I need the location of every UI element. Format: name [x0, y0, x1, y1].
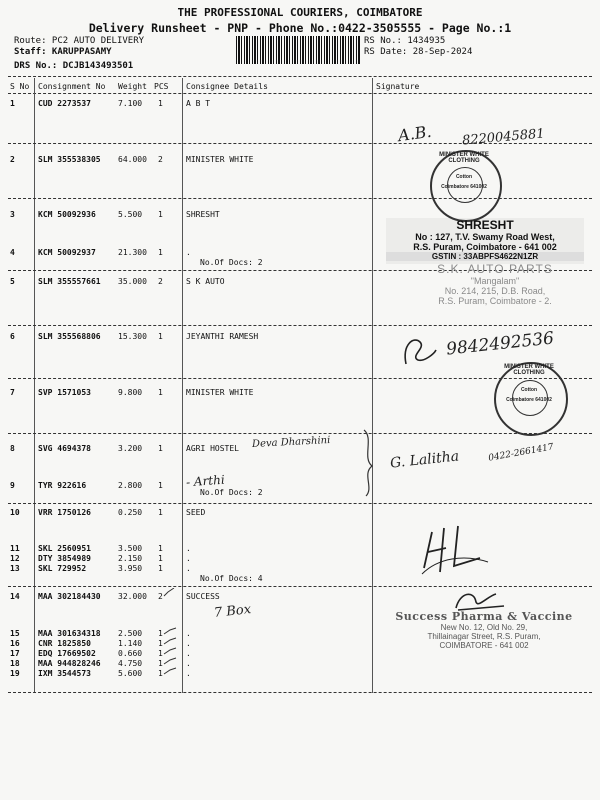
row-pcs: 1 [158, 649, 163, 658]
row-consignment: CNR 1825850 [38, 639, 91, 648]
row-weight: 0.250 [118, 508, 143, 517]
column-line [372, 78, 373, 693]
divider [8, 76, 592, 77]
row-pcs: 1 [158, 564, 163, 573]
stamp-address: R.S. Puram, Coimbatore - 2. [438, 296, 552, 306]
row-weight: 15.300 [118, 332, 147, 341]
row-sno: 7 [10, 388, 15, 397]
stamp-text: Cotton [455, 174, 473, 180]
handwritten-phone: 9842492536 [445, 328, 555, 360]
row-consignment: SLM 355568806 [38, 332, 101, 341]
row-pcs: 1 [158, 481, 163, 490]
column-line [182, 78, 183, 693]
stamp-address: "Mangalam" [470, 276, 520, 286]
stamp-text: MINISTER WHITE CLOTHING [504, 364, 554, 376]
row-sno: 2 [10, 155, 15, 164]
row-weight: 4.750 [118, 659, 143, 668]
row-pcs: 1 [158, 99, 163, 108]
row-consignment: SLM 355538305 [38, 155, 101, 164]
col-header-consignment: Consignment No [38, 82, 106, 91]
row-consignment: SVG 4694378 [38, 444, 91, 453]
row-weight: 1.140 [118, 639, 143, 648]
row-divider [8, 692, 592, 693]
row-weight: 7.100 [118, 99, 143, 108]
row-weight: 64.000 [118, 155, 147, 164]
handwritten-box-count: 7 Box [213, 602, 252, 621]
tick-marks [162, 588, 178, 678]
signature-jeyanthi [400, 334, 440, 368]
row-sno: 4 [10, 248, 15, 257]
row-consignment: KCM 50092937 [38, 248, 96, 257]
row-consignee: SHRESHT [186, 210, 220, 219]
row-consignee: . [186, 649, 191, 658]
row-consignment: SVP 1571053 [38, 388, 91, 397]
row-consignment: IXM 3544573 [38, 669, 91, 678]
row-sno: 16 [10, 639, 20, 648]
row-weight: 32.000 [118, 592, 147, 601]
row-consignee: AGRI HOSTEL [186, 444, 239, 453]
row-weight: 3.500 [118, 544, 143, 553]
row-pcs: 1 [158, 248, 163, 257]
row-sno: 18 [10, 659, 20, 668]
row-divider [8, 198, 592, 199]
row-sno: 11 [10, 544, 20, 553]
row-sno: 8 [10, 444, 15, 453]
col-header-weight: Weight [118, 82, 147, 91]
row-sno: 1 [10, 99, 15, 108]
row-weight: 2.800 [118, 481, 143, 490]
row-sno: 5 [10, 277, 15, 286]
row-consignment: SKL 729952 [38, 564, 87, 573]
row-consignee: A B T [186, 99, 211, 108]
row-consignment: MAA 944828246 [38, 659, 101, 668]
stamp-text: MINISTER WHITE CLOTHING [439, 152, 489, 164]
row-divider [8, 325, 592, 326]
row-sno: 17 [10, 649, 20, 658]
row-pcs: 1 [158, 388, 163, 397]
company-title: THE PROFESSIONAL COURIERS, COIMBATORE [177, 6, 423, 19]
row-weight: 5.600 [118, 669, 143, 678]
stamp-name: SHRESHT [456, 218, 514, 232]
row-pcs: 1 [158, 554, 163, 563]
row-sno: 15 [10, 629, 20, 638]
row-divider [8, 433, 592, 434]
row-weight: 3.200 [118, 444, 143, 453]
row-consignee: JEYANTHI RAMESH [186, 332, 259, 341]
stamp-address: Thillainagar Street, R.S. Puram, [427, 632, 541, 641]
rs-number: RS No.: 1434935 [364, 36, 446, 46]
stamp-address: No : 127, T.V. Swamy Road West, [415, 232, 555, 242]
stamp-name: Success Pharma & Vaccine [395, 610, 573, 623]
row-weight: 2.150 [118, 554, 143, 563]
row-consignment: MAA 302184430 [38, 592, 101, 601]
row-consignee: . [186, 629, 191, 638]
row-consignment: SKL 2560951 [38, 544, 91, 553]
handwritten-phone: 0422-2661417 [487, 442, 555, 464]
row-pcs: 2 [158, 277, 163, 286]
handwritten-phone: 8220045881 [461, 126, 546, 149]
col-header-pcs: PCS [154, 82, 169, 91]
stamp-text: Coimbatore 641002 [506, 397, 552, 403]
col-header-signature: Signature [376, 82, 420, 91]
row-consignee: . [186, 544, 191, 553]
row-pcs: 1 [158, 508, 163, 517]
row-consignee: MINISTER WHITE [186, 155, 254, 164]
signature-abt: A.B. [396, 121, 433, 146]
row-consignee: MINISTER WHITE [186, 388, 254, 397]
stamp-gstin: GSTIN : 33ABPFS4622N1ZR [386, 252, 584, 261]
stamp-address: COIMBATORE - 641 002 [439, 641, 529, 650]
row-consignee: . [186, 669, 191, 678]
row-sno: 13 [10, 564, 20, 573]
row-consignment: EDQ 17669502 [38, 649, 96, 658]
rs-date: RS Date: 28-Sep-2024 [364, 47, 473, 57]
signature-agri: G. Lalitha [389, 448, 460, 472]
stamp-text: Cotton [520, 387, 538, 393]
row-pcs: 1 [158, 659, 163, 668]
row-consignee: SUCCESS [186, 592, 220, 601]
row-weight: 35.000 [118, 277, 147, 286]
row-weight: 0.660 [118, 649, 143, 658]
signature-seed [418, 518, 498, 578]
shresht-stamp [386, 218, 584, 264]
stamp-address: No. 214, 215, D.B. Road, [444, 286, 546, 296]
drs-number: DRS No.: DCJB143493501 [14, 61, 134, 71]
row-pcs: 1 [158, 210, 163, 219]
row-sno: 14 [10, 592, 20, 601]
row-consignment: CUD 2273537 [38, 99, 91, 108]
row-consignee: . [186, 639, 191, 648]
row-weight: 3.950 [118, 564, 143, 573]
row-weight: 2.500 [118, 629, 143, 638]
row-consignee: S K AUTO [186, 277, 225, 286]
row-consignment: TYR 922616 [38, 481, 87, 490]
row-sno: 9 [10, 481, 15, 490]
col-header-sno: S No [10, 82, 30, 91]
row-sno: 12 [10, 554, 20, 563]
handwritten-name: Deva Dharshini [251, 434, 331, 451]
row-consignment: SLM 355557661 [38, 277, 101, 286]
row-consignee: . [186, 554, 191, 563]
row-weight: 5.500 [118, 210, 143, 219]
row-consignee: . [186, 564, 191, 573]
handwritten-name: - Arthi [185, 472, 226, 490]
row-divider [8, 503, 592, 504]
stamp-text: Coimbatore 641002 [441, 184, 487, 190]
route-label: Route: PC2 AUTO DELIVERY [14, 36, 145, 46]
row-sno: 6 [10, 332, 15, 341]
row-pcs: 1 [158, 639, 163, 648]
row-consignee: . [186, 659, 191, 668]
runsheet-subtitle: Delivery Runsheet - PNP - Phone No.:0422-3505555 - Page No.:1 [88, 21, 512, 35]
row-consignee: SEED [186, 508, 206, 517]
row-pcs: 2 [158, 155, 163, 164]
row-consignment: KCM 50092936 [38, 210, 96, 219]
row-consignee: . [186, 248, 191, 257]
row-sno: 19 [10, 669, 20, 678]
row-consignment: VRR 1750126 [38, 508, 91, 517]
row-pcs: 1 [158, 669, 163, 678]
sk-auto-stamp [400, 262, 590, 306]
stamp-address: R.S. Puram, Coimbatore - 641 002 [413, 242, 557, 252]
col-header-consignee: Consignee Details [186, 82, 268, 91]
docs-count: No.Of Docs: 2 [200, 258, 263, 267]
column-line [34, 78, 35, 693]
row-sno: 3 [10, 210, 15, 219]
row-consignment: DTY 3854989 [38, 554, 91, 563]
row-pcs: 1 [158, 544, 163, 553]
docs-count: No.Of Docs: 2 [200, 488, 263, 497]
row-weight: 9.800 [118, 388, 143, 397]
row-pcs: 1 [158, 444, 163, 453]
row-consignment: MAA 301634318 [38, 629, 101, 638]
row-divider [8, 586, 592, 587]
row-pcs: 1 [158, 629, 163, 638]
success-pharma-stamp [384, 610, 584, 650]
row-pcs: 2 [158, 592, 163, 601]
row-pcs: 1 [158, 332, 163, 341]
barcode [236, 36, 360, 64]
divider [8, 93, 592, 94]
row-sno: 10 [10, 508, 20, 517]
docs-count: No.Of Docs: 4 [200, 574, 263, 583]
stamp-name: S.K. AUTO PARTS [437, 262, 553, 276]
bracket-mark [360, 428, 384, 498]
row-weight: 21.300 [118, 248, 147, 257]
stamp-address: New No. 12, Old No. 29, [440, 623, 528, 632]
staff-label: Staff: KARUPPASAMY [14, 47, 112, 57]
